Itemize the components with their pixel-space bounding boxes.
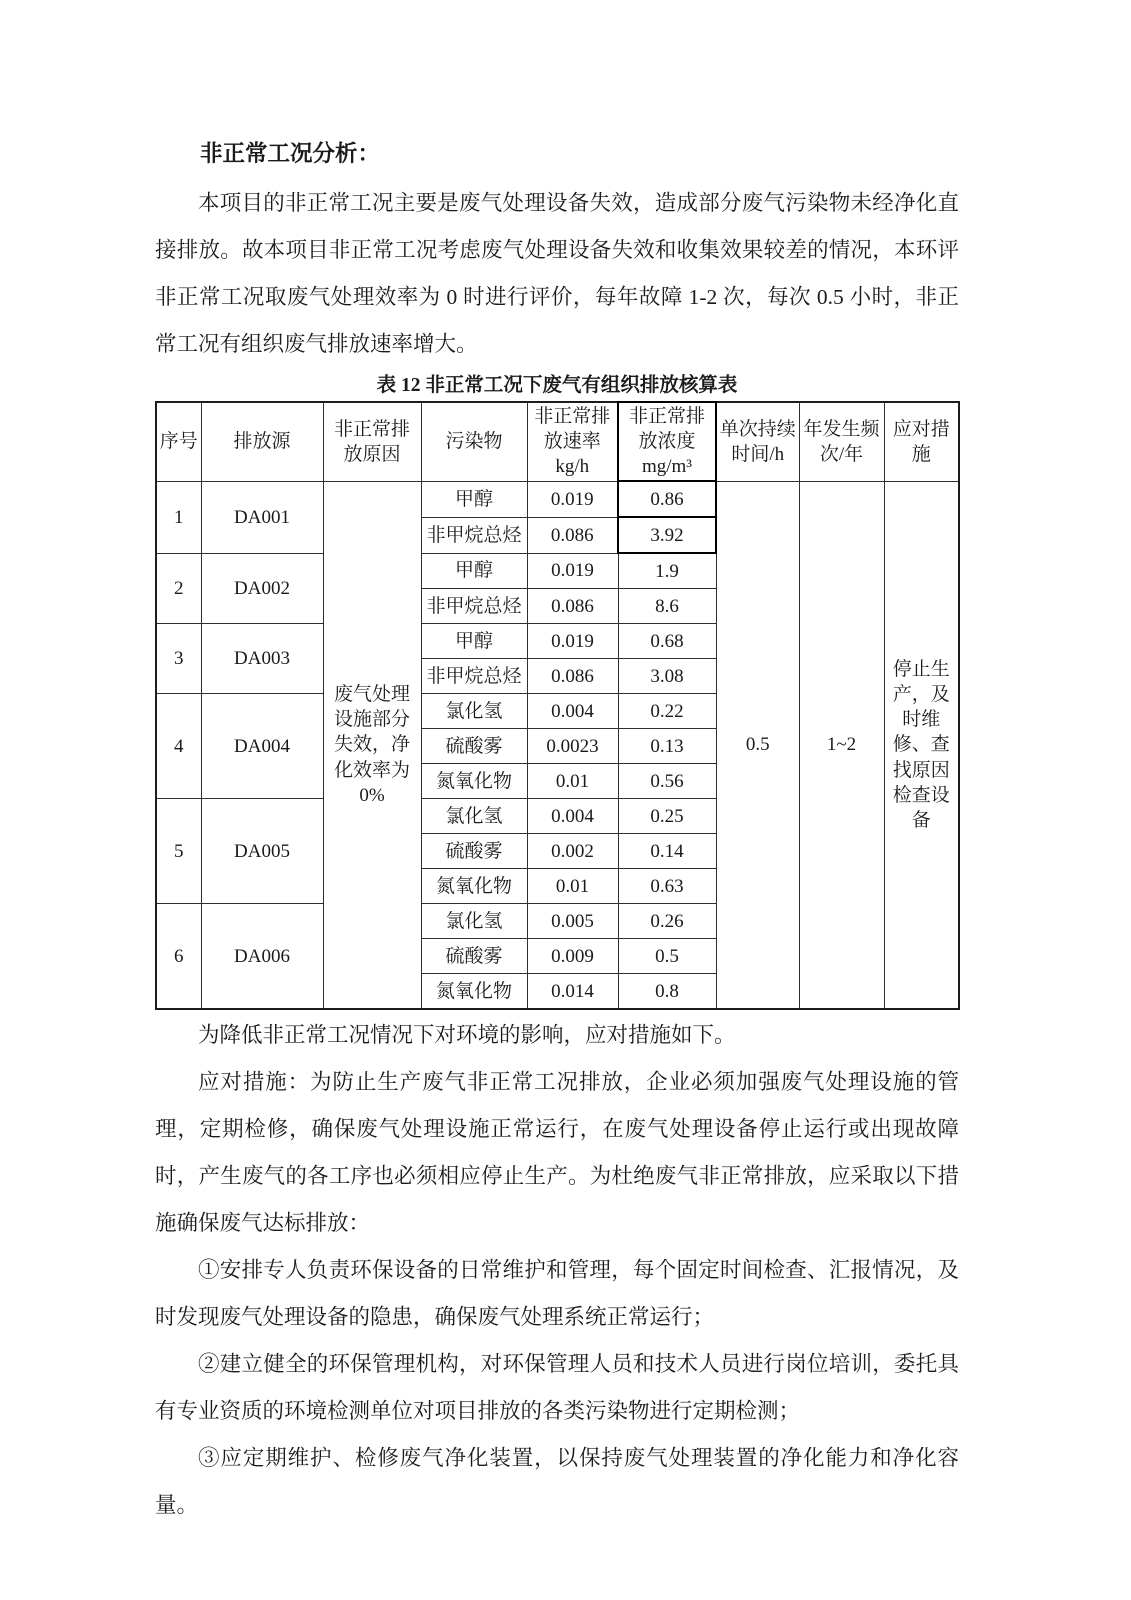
pollutant-cell: 氮氧化物 [421, 974, 527, 1010]
concentration-cell: 3.08 [618, 659, 716, 694]
rate-cell: 0.01 [527, 764, 618, 799]
source-cell: DA004 [201, 694, 323, 799]
pollutant-cell: 氯化氢 [421, 694, 527, 729]
row-index-cell: 1 [156, 481, 201, 553]
pollutant-cell: 甲醇 [421, 481, 527, 517]
rate-cell: 0.004 [527, 694, 618, 729]
pollutant-cell: 硫酸雾 [421, 729, 527, 764]
rate-cell: 0.009 [527, 939, 618, 974]
rate-cell: 0.014 [527, 974, 618, 1010]
row-index-cell: 4 [156, 694, 201, 799]
cause-cell: 废气处理设施部分失效，净化效率为 0% [323, 481, 421, 1009]
table-header-row [156, 402, 959, 481]
concentration-cell: 0.26 [618, 904, 716, 939]
measures-cell: 停止生产，及时维修、查找原因检查设备 [884, 481, 959, 1009]
column-header-cause: 非正常排放原因 [323, 402, 421, 481]
rate-cell: 0.0023 [527, 729, 618, 764]
concentration-cell: 0.56 [618, 764, 716, 799]
rate-cell: 0.005 [527, 904, 618, 939]
row-index-cell: 3 [156, 624, 201, 694]
column-header-index: 序号 [156, 402, 201, 481]
concentration-cell: 0.8 [618, 974, 716, 1010]
pollutant-cell: 硫酸雾 [421, 834, 527, 869]
pollutant-cell: 非甲烷总烃 [421, 589, 527, 624]
column-header-pollutant: 污染物 [421, 402, 527, 481]
pollutant-cell: 氮氧化物 [421, 869, 527, 904]
concentration-cell: 0.22 [618, 694, 716, 729]
pollutant-cell: 甲醇 [421, 624, 527, 659]
paragraph-measure-2: ②建立健全的环保管理机构，对环保管理人员和技术人员进行岗位培训，委托具有专业资质的环境检测单位对项目排放的各类污染物进行定期检测； [155, 1352, 959, 1424]
rate-cell: 0.01 [527, 869, 618, 904]
concentration-cell: 0.13 [618, 729, 716, 764]
concentration-cell: 0.5 [618, 939, 716, 974]
source-cell: DA005 [201, 799, 323, 904]
rate-cell: 0.019 [527, 481, 618, 517]
concentration-cell: 8.6 [618, 589, 716, 624]
pollutant-cell: 氮氧化物 [421, 764, 527, 799]
source-cell: DA006 [201, 904, 323, 1010]
pollutant-cell: 甲醇 [421, 553, 527, 589]
concentration-cell: 0.86 [618, 481, 716, 517]
concentration-cell: 0.63 [618, 869, 716, 904]
paragraph-measure-1: ①安排专人负责环保设备的日常维护和管理，每个固定时间检查、汇报情况，及时发现废气处理设备的隐患，确保废气处理系统正常运行； [155, 1258, 959, 1330]
column-header-frequency: 年发生频次/年 [799, 402, 884, 481]
rate-cell: 0.019 [527, 624, 618, 659]
concentration-cell: 0.68 [618, 624, 716, 659]
rate-cell: 0.019 [527, 553, 618, 589]
document-page [155, 0, 959, 1529]
rate-cell: 0.086 [527, 517, 618, 553]
table-caption: 表 12 非正常工况下废气有组织排放核算表 [376, 375, 738, 396]
rate-cell: 0.002 [527, 834, 618, 869]
paragraph-measures-body: 应对措施：为防止生产废气非正常工况排放，企业必须加强废气处理设施的管理，定期检修，确保废气处理设施正常运行，在废气处理设备停止运行或出现故障时，产生废气的各工序也必须相应停止生产。为杜绝废气非正常排放，应采取以下措施确保废气达标排放： [155, 1070, 959, 1236]
rate-cell: 0.086 [527, 589, 618, 624]
row-index-cell: 6 [156, 904, 201, 1010]
table-row [156, 481, 959, 517]
pollutant-cell: 氯化氢 [421, 799, 527, 834]
pollutant-cell: 非甲烷总烃 [421, 517, 527, 553]
section-heading: 非正常工况分析： [200, 141, 381, 166]
intro-paragraph: 本项目的非正常工况主要是废气处理设备失效，造成部分废气污染物未经净化直接排放。故本项目非正常工况考虑废气处理设备失效和收集效果较差的情况，本环评非正常工况取废气处理效率为 0 时进行评价，每年故障 1-2 次，每次 0.5 小时，非正常工况有组织废气排放速率增大。 [155, 191, 959, 356]
concentration-cell: 0.25 [618, 799, 716, 834]
abnormal-emission-table [155, 401, 960, 1010]
source-cell: DA003 [201, 624, 323, 694]
frequency-cell: 1~2 [799, 481, 884, 1009]
rate-cell: 0.086 [527, 659, 618, 694]
column-header-concentration: 非正常排放浓度 mg/m³ [618, 402, 716, 481]
rate-cell: 0.004 [527, 799, 618, 834]
pollutant-cell: 硫酸雾 [421, 939, 527, 974]
paragraph-measure-3: ③应定期维护、检修废气净化装置，以保持废气处理装置的净化能力和净化容量。 [155, 1446, 959, 1518]
concentration-cell: 1.9 [618, 553, 716, 589]
source-cell: DA002 [201, 553, 323, 624]
column-header-rate: 非正常排放速率kg/h [527, 402, 618, 481]
paragraph-measures-intro: 为降低非正常工况情况下对环境的影响，应对措施如下。 [198, 1023, 736, 1048]
concentration-cell: 3.92 [618, 517, 716, 553]
column-header-source: 排放源 [201, 402, 323, 481]
row-index-cell: 5 [156, 799, 201, 904]
column-header-measures: 应对措施 [884, 402, 959, 481]
source-cell: DA001 [201, 481, 323, 553]
column-header-duration: 单次持续时间/h [716, 402, 799, 481]
row-index-cell: 2 [156, 553, 201, 624]
concentration-cell: 0.14 [618, 834, 716, 869]
pollutant-cell: 非甲烷总烃 [421, 659, 527, 694]
pollutant-cell: 氯化氢 [421, 904, 527, 939]
duration-cell: 0.5 [716, 481, 799, 1009]
